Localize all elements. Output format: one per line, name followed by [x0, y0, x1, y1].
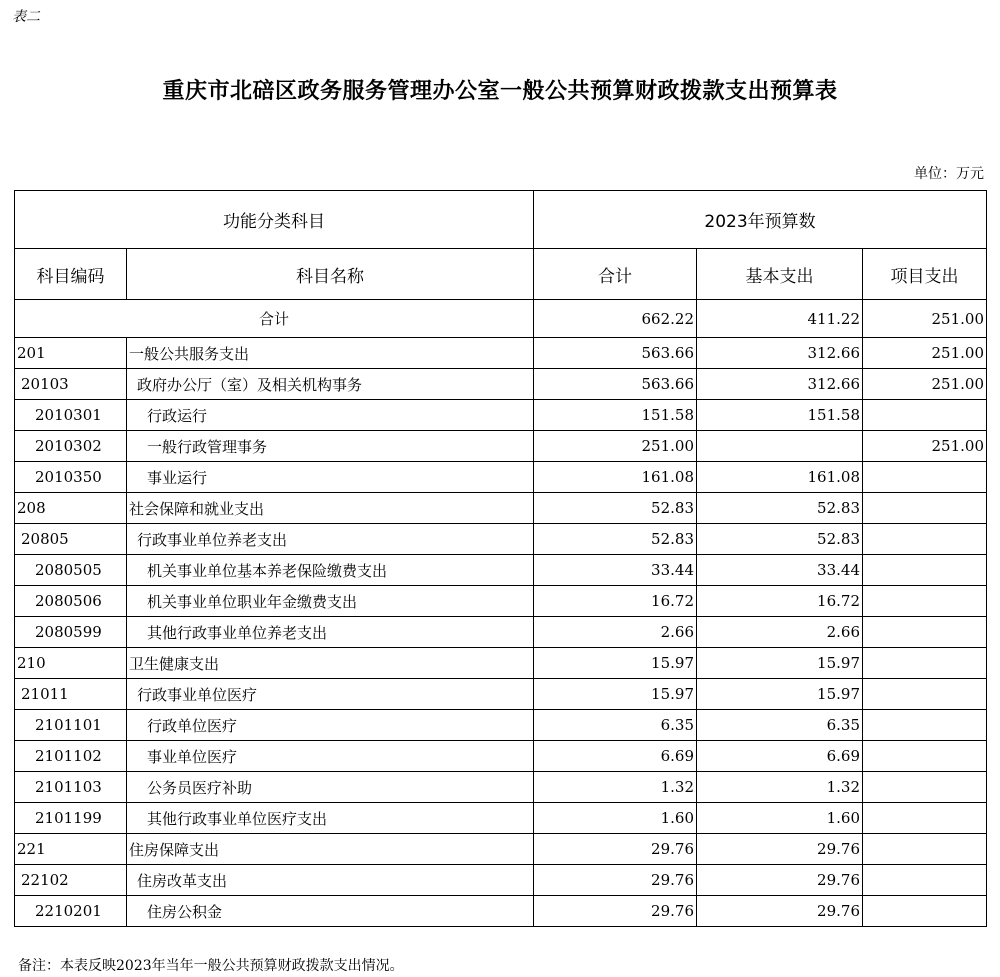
table-row	[15, 462, 987, 493]
row-name: 公务员医疗补助	[127, 772, 534, 803]
row-name: 一般公共服务支出	[127, 338, 534, 369]
row-project	[863, 555, 987, 586]
row-basic	[697, 431, 863, 462]
row-name: 机关事业单位职业年金缴费支出	[127, 586, 534, 617]
row-name: 行政运行	[127, 400, 534, 431]
row-basic: 312.66	[697, 338, 863, 369]
row-project	[863, 462, 987, 493]
row-name: 卫生健康支出	[127, 648, 534, 679]
row-total: 251.00	[534, 431, 697, 462]
table-row	[15, 369, 987, 400]
total-row	[15, 300, 987, 338]
row-total: 16.72	[534, 586, 697, 617]
row-name: 政府办公厅（室）及相关机构事务	[127, 369, 534, 400]
table-row	[15, 648, 987, 679]
row-name: 社会保障和就业支出	[127, 493, 534, 524]
row-project	[863, 710, 987, 741]
row-code: 2010301	[15, 400, 127, 431]
total-project: 251.00	[863, 300, 987, 338]
row-code: 2010350	[15, 462, 127, 493]
row-project	[863, 679, 987, 710]
row-total: 151.58	[534, 400, 697, 431]
header-project: 项目支出	[863, 249, 987, 300]
row-code: 208	[15, 493, 127, 524]
row-code: 20805	[15, 524, 127, 555]
row-total: 161.08	[534, 462, 697, 493]
row-total: 29.76	[534, 865, 697, 896]
row-basic: 2.66	[697, 617, 863, 648]
row-basic: 312.66	[697, 369, 863, 400]
row-code: 2080505	[15, 555, 127, 586]
row-name: 住房保障支出	[127, 834, 534, 865]
page-title: 重庆市北碚区政务服务管理办公室一般公共预算财政拨款支出预算表	[162, 78, 838, 104]
row-total: 33.44	[534, 555, 697, 586]
header-basic: 基本支出	[697, 249, 863, 300]
table-row	[15, 617, 987, 648]
header-column-row	[15, 249, 987, 300]
header-function-category: 功能分类科目	[15, 191, 534, 249]
table-row	[15, 400, 987, 431]
row-code: 210	[15, 648, 127, 679]
row-basic: 33.44	[697, 555, 863, 586]
row-name: 事业单位医疗	[127, 741, 534, 772]
row-code: 2080506	[15, 586, 127, 617]
row-basic: 1.60	[697, 803, 863, 834]
row-total: 563.66	[534, 369, 697, 400]
row-name: 一般行政管理事务	[127, 431, 534, 462]
row-basic: 15.97	[697, 648, 863, 679]
row-total: 1.32	[534, 772, 697, 803]
row-basic: 52.83	[697, 493, 863, 524]
table-row	[15, 524, 987, 555]
row-project	[863, 648, 987, 679]
total-basic: 411.22	[697, 300, 863, 338]
row-total: 52.83	[534, 524, 697, 555]
row-total: 1.60	[534, 803, 697, 834]
row-total: 6.35	[534, 710, 697, 741]
row-total: 6.69	[534, 741, 697, 772]
row-project	[863, 524, 987, 555]
row-total: 29.76	[534, 834, 697, 865]
total-label: 合计	[15, 300, 534, 338]
row-total: 563.66	[534, 338, 697, 369]
row-basic: 6.69	[697, 741, 863, 772]
row-project	[863, 834, 987, 865]
table-row	[15, 741, 987, 772]
row-name: 机关事业单位基本养老保险缴费支出	[127, 555, 534, 586]
table-row	[15, 493, 987, 524]
row-project: 251.00	[863, 338, 987, 369]
unit-label: 单位：万元	[914, 166, 984, 182]
row-total: 52.83	[534, 493, 697, 524]
row-basic: 6.35	[697, 710, 863, 741]
header-total: 合计	[534, 249, 697, 300]
row-project	[863, 493, 987, 524]
row-name: 住房改革支出	[127, 865, 534, 896]
row-name: 住房公积金	[127, 896, 534, 927]
row-project	[863, 400, 987, 431]
row-project	[863, 865, 987, 896]
row-basic: 1.32	[697, 772, 863, 803]
row-basic: 161.08	[697, 462, 863, 493]
row-project	[863, 741, 987, 772]
row-name: 其他行政事业单位养老支出	[127, 617, 534, 648]
row-basic: 15.97	[697, 679, 863, 710]
table-row	[15, 803, 987, 834]
table-row	[15, 834, 987, 865]
row-project	[863, 617, 987, 648]
row-code: 2010302	[15, 431, 127, 462]
header-budget-year: 2023年预算数	[534, 191, 987, 249]
row-name: 其他行政事业单位医疗支出	[127, 803, 534, 834]
row-project	[863, 896, 987, 927]
row-basic: 151.58	[697, 400, 863, 431]
row-code: 2101199	[15, 803, 127, 834]
row-total: 29.76	[534, 896, 697, 927]
row-code: 21011	[15, 679, 127, 710]
table-row	[15, 772, 987, 803]
row-project	[863, 586, 987, 617]
table-row	[15, 586, 987, 617]
row-total: 15.97	[534, 679, 697, 710]
table-row	[15, 710, 987, 741]
row-total: 2.66	[534, 617, 697, 648]
row-code: 2101103	[15, 772, 127, 803]
row-project: 251.00	[863, 431, 987, 462]
row-code: 20103	[15, 369, 127, 400]
table-row	[15, 679, 987, 710]
row-name: 事业运行	[127, 462, 534, 493]
table-row	[15, 431, 987, 462]
row-code: 2080599	[15, 617, 127, 648]
footnote: 备注：本表反映2023年当年一般公共预算财政拨款支出情况。	[18, 958, 404, 974]
row-project: 251.00	[863, 369, 987, 400]
row-code: 2101102	[15, 741, 127, 772]
header-group-row	[15, 191, 987, 249]
row-name: 行政事业单位养老支出	[127, 524, 534, 555]
row-code: 221	[15, 834, 127, 865]
row-name: 行政单位医疗	[127, 710, 534, 741]
budget-table	[14, 190, 987, 927]
table-row	[15, 865, 987, 896]
table-row	[15, 555, 987, 586]
row-total: 15.97	[534, 648, 697, 679]
row-code: 2210201	[15, 896, 127, 927]
table-row	[15, 896, 987, 927]
row-basic: 16.72	[697, 586, 863, 617]
row-basic: 29.76	[697, 834, 863, 865]
table-row	[15, 338, 987, 369]
row-code: 201	[15, 338, 127, 369]
total-amount: 662.22	[534, 300, 697, 338]
header-name: 科目名称	[127, 249, 534, 300]
row-project	[863, 772, 987, 803]
row-basic: 29.76	[697, 896, 863, 927]
row-basic: 52.83	[697, 524, 863, 555]
row-project	[863, 803, 987, 834]
row-basic: 29.76	[697, 865, 863, 896]
header-code: 科目编码	[15, 249, 127, 300]
row-code: 2101101	[15, 710, 127, 741]
table-label: 表二	[12, 9, 40, 25]
row-name: 行政事业单位医疗	[127, 679, 534, 710]
row-code: 22102	[15, 865, 127, 896]
